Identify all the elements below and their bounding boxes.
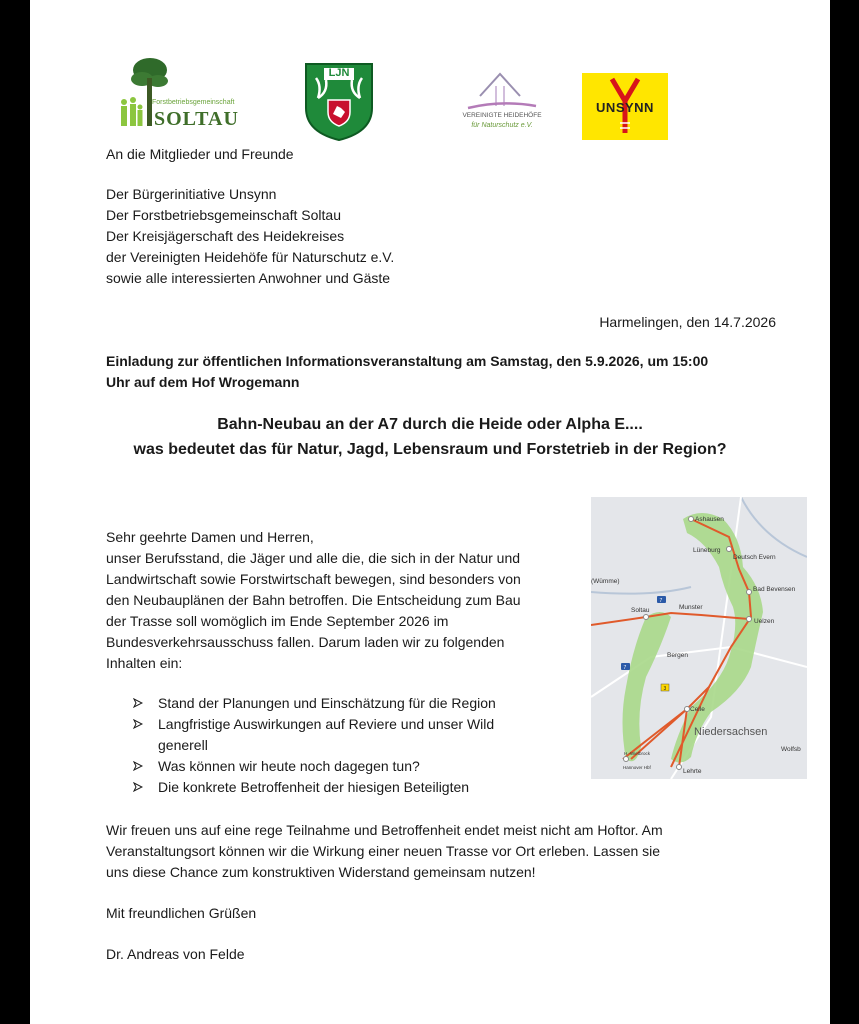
map-label-hannover: Hannover Hbf xyxy=(623,765,651,770)
recipient-line: der Vereinigten Heidehöfe für Naturschutz e.V. xyxy=(106,249,395,265)
bullet-item-continuation: generell xyxy=(158,737,208,753)
map-label-ashausen: Ashausen xyxy=(695,516,724,523)
letter-page xyxy=(30,0,830,1024)
bullet-item: Stand der Planungen und Einschätzung für die Region xyxy=(158,695,496,711)
place-date: Harmelingen, den 14.7.2026 xyxy=(599,314,776,330)
map-label-wuemme: (Wümme) xyxy=(591,578,620,585)
bullet-item: Die konkrete Betroffenheit der hiesigen Beteiligten xyxy=(158,779,470,795)
bullet-item: Was können wir heute noch dagegen tun? xyxy=(158,758,420,774)
body-line: unser Berufsstand, die Jäger und alle die, die sich in der Natur und xyxy=(106,550,521,566)
body-line: Sehr geehrte Damen und Herren, xyxy=(106,529,314,545)
recipients-intro: An die Mitglieder und Freunde xyxy=(106,146,294,162)
map-label-bergen: Bergen xyxy=(667,652,688,659)
headline-line: was bedeutet das für Natur, Jagd, Lebensraum und Forstetrieb in der Region? xyxy=(133,441,727,458)
city-marker xyxy=(644,615,649,620)
greeting: Mit freundlichen Grüßen xyxy=(106,905,257,921)
unsynn-logo-text: UNSYNN xyxy=(596,100,654,115)
city-marker xyxy=(677,765,682,770)
map-label-bad-bevensen: Bad Bevensen xyxy=(753,586,796,593)
body-line: Bundesverkehrsausschuss fallen. Darum laden wir zu folgenden xyxy=(106,634,505,650)
autobahn-label: 7 xyxy=(659,598,663,604)
unsynn-logo xyxy=(582,73,668,140)
map-label-celle: Celle xyxy=(690,706,705,713)
arrow-bullet-icon xyxy=(133,782,143,792)
signature: Dr. Andreas von Felde xyxy=(106,946,245,962)
ljn-shield-logo xyxy=(304,62,374,142)
headline-line: Bahn-Neubau an der A7 durch die Heide oder Alpha E.... xyxy=(217,416,643,433)
map-label-soltau: Soltau xyxy=(631,607,650,614)
heidehoefe-logo xyxy=(462,66,542,140)
closing-line: Wir freuen uns auf eine rege Teilnahme und Betroffenheit endet meist nicht am Hoftor. Am xyxy=(106,822,663,838)
route-map xyxy=(591,497,807,779)
invitation-line: Uhr auf dem Hof Wrogemann xyxy=(106,374,300,390)
map-label-lueneburg: Lüneburg xyxy=(693,547,721,554)
recipient-line: sowie alle interessierten Anwohner und Gäste xyxy=(106,270,391,286)
heidehoefe-line2: für Naturschutz e.V. xyxy=(471,122,533,129)
arrow-bullet-icon xyxy=(133,698,143,708)
fbg-logo-line2: SOLTAU xyxy=(154,108,239,130)
map-label-isernhagen: H.-Wietbrock xyxy=(624,751,651,756)
city-marker xyxy=(727,547,732,552)
closing-line: Veranstaltungsort können wir die Wirkung einer neuen Trasse vor Ort erleben. Lassen sie xyxy=(106,843,661,859)
road-label: 3 xyxy=(663,686,667,692)
recipient-line: Der Forstbetriebsgemeinschaft Soltau xyxy=(106,207,341,223)
autobahn-label: 7 xyxy=(623,665,627,671)
bullet-item: Langfristige Auswirkungen auf Reviere und unser Wild xyxy=(158,716,495,732)
map-label-deutsch-evern: Deutsch Evern xyxy=(733,554,776,561)
invitation-line: Einladung zur öffentlichen Informationsveranstaltung am Samstag, den 5.9.2026, um 15:00 xyxy=(106,353,709,369)
body-line: Landwirtschaft sowie Forstwirtschaft bewegen, sind besonders von xyxy=(106,571,521,587)
map-label-uelzen: Uelzen xyxy=(754,618,775,625)
arrow-bullet-icon xyxy=(133,761,143,771)
city-marker xyxy=(685,707,690,712)
body-line: Inhalten ein: xyxy=(106,655,183,671)
closing-line: uns diese Chance zum konstruktiven Widerstand gemeinsam nutzen! xyxy=(106,864,536,880)
city-marker xyxy=(689,517,694,522)
city-marker xyxy=(624,757,629,762)
heidehoefe-line1: VEREINIGTE HEIDEHÖFE xyxy=(462,112,542,119)
city-marker xyxy=(747,590,752,595)
arrow-bullet-icon xyxy=(133,719,143,729)
body-line: den Neubauplänen der Bahn betroffen. Die Entscheidung zum Bau xyxy=(106,592,521,608)
map-label-niedersachsen: Niedersachsen xyxy=(694,726,768,738)
body-line: der Trasse soll womöglich im Ende September 2026 im xyxy=(106,613,449,629)
ljn-logo-text: LJN xyxy=(328,67,350,79)
fbg-logo-line1: Forstbetriebsgemeinschaft xyxy=(152,99,235,106)
recipient-line: Der Kreisjägerschaft des Heidekreises xyxy=(106,228,345,244)
house-roof-icon xyxy=(462,66,542,112)
map-label-wolfsb: Wolfsb xyxy=(781,746,801,753)
recipient-line: Der Bürgerinitiative Unsynn xyxy=(106,186,277,202)
map-label-munster: Munster xyxy=(679,604,703,611)
map-label-lehrte: Lehrte xyxy=(683,768,702,775)
fbg-soltau-logo xyxy=(118,52,258,132)
city-marker xyxy=(747,617,752,622)
